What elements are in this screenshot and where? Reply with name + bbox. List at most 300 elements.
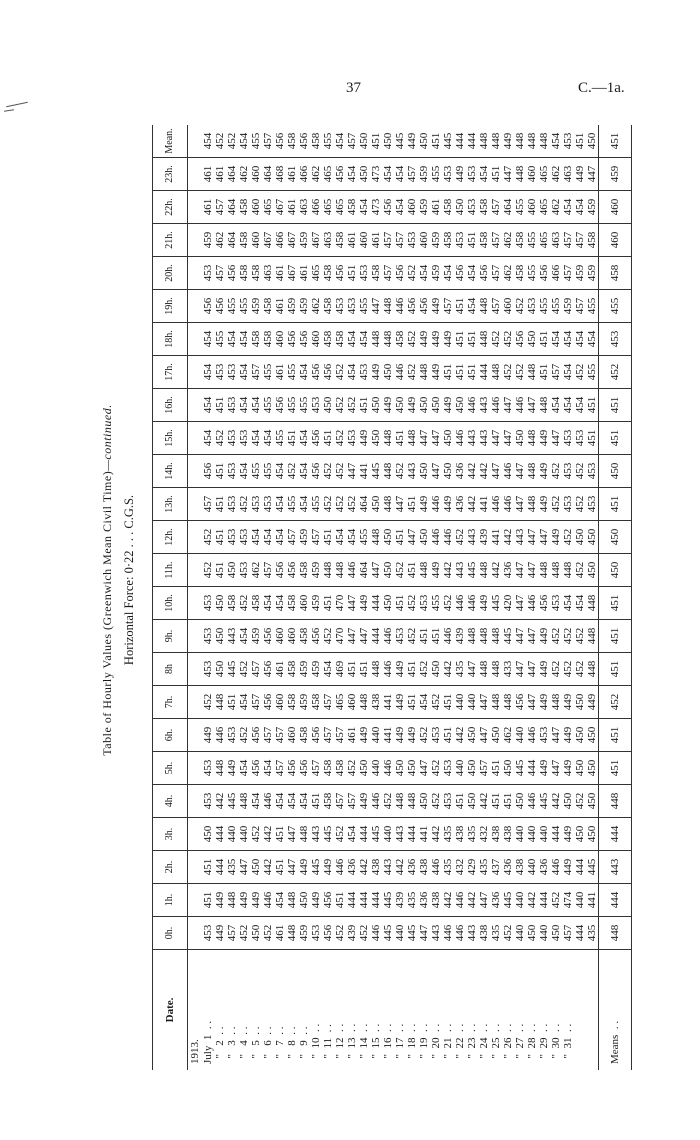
spacer-cell bbox=[188, 620, 203, 653]
value-cell: 456 bbox=[250, 719, 262, 752]
value-cell: 456 bbox=[322, 917, 334, 950]
table-row bbox=[358, 125, 370, 1070]
value-cell: 452 bbox=[550, 455, 562, 488]
hourly-values-table bbox=[152, 125, 632, 1070]
hour-header: 17h. bbox=[153, 356, 188, 389]
value-cell: 456 bbox=[382, 191, 394, 224]
value-cell: 444 bbox=[346, 884, 358, 917]
value-cell: 454 bbox=[346, 356, 358, 389]
value-cell: 440 bbox=[454, 686, 466, 719]
value-cell: 458 bbox=[298, 554, 310, 587]
value-cell: 459 bbox=[202, 224, 214, 257]
value-cell: 457 bbox=[214, 257, 226, 290]
value-cell: 455 bbox=[430, 587, 442, 620]
value-cell: 441 bbox=[382, 686, 394, 719]
spacer-cell bbox=[188, 521, 203, 554]
value-cell: 456 bbox=[322, 884, 334, 917]
value-cell: 453 bbox=[358, 356, 370, 389]
value-cell: 451 bbox=[502, 785, 514, 818]
spacer-cell bbox=[188, 851, 203, 884]
value-cell: 452 bbox=[226, 125, 238, 158]
value-cell: 454 bbox=[274, 587, 286, 620]
value-cell: 447 bbox=[526, 653, 538, 686]
value-cell: 448 bbox=[490, 356, 502, 389]
value-cell: 451 bbox=[490, 785, 502, 818]
table-row bbox=[442, 125, 454, 1070]
spacer-cell bbox=[188, 917, 203, 950]
year-label: 1913. bbox=[189, 1039, 201, 1064]
table-row bbox=[370, 125, 382, 1070]
value-cell: 452 bbox=[286, 455, 298, 488]
value-cell: 439 bbox=[454, 620, 466, 653]
value-cell: 447 bbox=[526, 620, 538, 653]
value-cell: 450 bbox=[394, 389, 406, 422]
value-cell: 460 bbox=[298, 587, 310, 620]
header-row bbox=[153, 125, 188, 1070]
value-cell: 454 bbox=[250, 422, 262, 455]
date-cell: " 2 . . bbox=[214, 1026, 226, 1064]
value-cell: 447 bbox=[586, 158, 599, 191]
table-row bbox=[322, 125, 334, 1070]
value-cell: 450 bbox=[382, 521, 394, 554]
value-cell: 454 bbox=[322, 653, 334, 686]
value-cell: 442 bbox=[442, 653, 454, 686]
value-cell: 448 bbox=[370, 323, 382, 356]
value-cell: 450 bbox=[358, 125, 370, 158]
value-cell: 466 bbox=[274, 224, 286, 257]
value-cell: 449 bbox=[382, 389, 394, 422]
table-title-continued: —continued. bbox=[100, 404, 114, 471]
value-cell: 454 bbox=[574, 587, 586, 620]
value-cell: 454 bbox=[550, 389, 562, 422]
value-cell: 452 bbox=[442, 587, 454, 620]
value-cell: 440 bbox=[466, 686, 478, 719]
value-cell: 458 bbox=[586, 224, 599, 257]
value-cell: 461 bbox=[346, 224, 358, 257]
value-cell: 446 bbox=[514, 389, 526, 422]
date-cell: " 21 . . bbox=[442, 1023, 454, 1064]
value-cell: 470 bbox=[334, 620, 346, 653]
value-cell: 449 bbox=[202, 719, 214, 752]
value-cell: 451 bbox=[214, 488, 226, 521]
value-cell: 448 bbox=[490, 653, 502, 686]
value-cell: 456 bbox=[274, 554, 286, 587]
value-cell: 467 bbox=[286, 257, 298, 290]
value-cell: 457 bbox=[382, 224, 394, 257]
spacer-cell bbox=[188, 587, 203, 620]
value-cell: 474 bbox=[562, 884, 574, 917]
value-cell: 452 bbox=[238, 587, 250, 620]
value-cell: 450 bbox=[370, 422, 382, 455]
value-cell: 450 bbox=[574, 521, 586, 554]
value-cell: 448 bbox=[586, 620, 599, 653]
date-cell: " 10 . . bbox=[310, 1023, 322, 1064]
value-cell: 451 bbox=[334, 884, 346, 917]
value-cell: 451 bbox=[214, 521, 226, 554]
value-cell: 447 bbox=[238, 851, 250, 884]
value-cell: 465 bbox=[262, 191, 274, 224]
value-cell: 440 bbox=[370, 719, 382, 752]
value-cell: 466 bbox=[310, 191, 322, 224]
value-cell: 446 bbox=[334, 851, 346, 884]
value-cell: 444 bbox=[466, 125, 478, 158]
value-cell: 449 bbox=[418, 323, 430, 356]
value-cell: 446 bbox=[526, 719, 538, 752]
value-cell: 456 bbox=[334, 158, 346, 191]
value-cell: 440 bbox=[538, 917, 550, 950]
value-cell: 442 bbox=[526, 884, 538, 917]
value-cell: 454 bbox=[298, 356, 310, 389]
value-cell: 447 bbox=[370, 554, 382, 587]
value-cell: 436 bbox=[454, 488, 466, 521]
value-cell: 454 bbox=[238, 356, 250, 389]
value-cell: 447 bbox=[430, 422, 442, 455]
value-cell: 452 bbox=[574, 455, 586, 488]
table-row bbox=[430, 125, 442, 1070]
value-cell: 447 bbox=[358, 620, 370, 653]
value-cell: 448 bbox=[382, 422, 394, 455]
value-cell: 451 bbox=[490, 158, 502, 191]
value-cell: 457 bbox=[394, 224, 406, 257]
value-cell: 454 bbox=[238, 389, 250, 422]
value-cell: 455 bbox=[322, 125, 334, 158]
value-cell: 448 bbox=[550, 554, 562, 587]
value-cell: 443 bbox=[478, 422, 490, 455]
value-cell: 458 bbox=[262, 290, 274, 323]
value-cell: 469 bbox=[334, 653, 346, 686]
value-cell: 442 bbox=[262, 818, 274, 851]
value-cell: 445 bbox=[442, 125, 454, 158]
hour-header: 22h. bbox=[153, 191, 188, 224]
value-cell: 440 bbox=[226, 818, 238, 851]
value-cell: 442 bbox=[550, 785, 562, 818]
value-cell: 443 bbox=[226, 620, 238, 653]
value-cell: 441 bbox=[478, 488, 490, 521]
value-cell: 433 bbox=[502, 653, 514, 686]
value-cell: 457 bbox=[490, 224, 502, 257]
hour-header: 12h. bbox=[153, 521, 188, 554]
value-cell: 436 bbox=[454, 455, 466, 488]
mean-value-cell: 451 bbox=[599, 488, 632, 521]
value-cell: 448 bbox=[382, 323, 394, 356]
mean-value-cell: 450 bbox=[599, 455, 632, 488]
date-cell: " 7 . . bbox=[274, 1026, 286, 1064]
hour-header: 8h bbox=[153, 653, 188, 686]
value-cell: 443 bbox=[310, 818, 322, 851]
value-cell: 450 bbox=[226, 554, 238, 587]
value-cell: 457 bbox=[562, 257, 574, 290]
value-cell: 451 bbox=[454, 356, 466, 389]
value-cell: 448 bbox=[562, 554, 574, 587]
value-cell: 462 bbox=[502, 719, 514, 752]
value-cell: 465 bbox=[334, 686, 346, 719]
value-cell: 447 bbox=[526, 521, 538, 554]
value-cell: 455 bbox=[262, 356, 274, 389]
table-row bbox=[454, 125, 466, 1070]
value-cell: 444 bbox=[370, 587, 382, 620]
date-cell: " 5 . . bbox=[250, 1026, 262, 1064]
value-cell: 457 bbox=[406, 158, 418, 191]
value-cell: 449 bbox=[538, 686, 550, 719]
value-cell: 460 bbox=[286, 620, 298, 653]
hour-header: 0h. bbox=[153, 917, 188, 950]
value-cell: 453 bbox=[586, 488, 599, 521]
hour-header: 2h. bbox=[153, 851, 188, 884]
value-cell: 455 bbox=[586, 290, 599, 323]
value-cell: 452 bbox=[394, 554, 406, 587]
hour-header: 15h. bbox=[153, 422, 188, 455]
value-cell: 452 bbox=[574, 488, 586, 521]
value-cell: 452 bbox=[574, 785, 586, 818]
value-cell: 451 bbox=[394, 587, 406, 620]
value-cell: 442 bbox=[442, 884, 454, 917]
value-cell: 452 bbox=[430, 785, 442, 818]
value-cell: 450 bbox=[418, 785, 430, 818]
value-cell: 438 bbox=[370, 851, 382, 884]
value-cell: 451 bbox=[442, 686, 454, 719]
value-cell: 446 bbox=[442, 917, 454, 950]
value-cell: 449 bbox=[442, 389, 454, 422]
value-cell: 446 bbox=[214, 719, 226, 752]
value-cell: 432 bbox=[478, 818, 490, 851]
value-cell: 449 bbox=[430, 323, 442, 356]
value-cell: 444 bbox=[214, 818, 226, 851]
value-cell: 445 bbox=[406, 917, 418, 950]
value-cell: 455 bbox=[238, 290, 250, 323]
value-cell: 446 bbox=[430, 521, 442, 554]
date-cell: " 11 . . bbox=[322, 1024, 334, 1064]
value-cell: 451 bbox=[394, 521, 406, 554]
value-cell: 450 bbox=[586, 554, 599, 587]
value-cell: 449 bbox=[562, 752, 574, 785]
value-cell: 451 bbox=[358, 389, 370, 422]
table-row bbox=[274, 125, 286, 1070]
value-cell: 440 bbox=[394, 917, 406, 950]
value-cell: 452 bbox=[334, 356, 346, 389]
value-cell: 445 bbox=[466, 554, 478, 587]
value-cell: 450 bbox=[454, 191, 466, 224]
date-cell: " 3 . . bbox=[226, 1026, 238, 1064]
value-cell: 450 bbox=[358, 158, 370, 191]
value-cell: 449 bbox=[538, 752, 550, 785]
value-cell: 457 bbox=[310, 752, 322, 785]
value-cell: 448 bbox=[466, 620, 478, 653]
date-cell bbox=[586, 950, 599, 1071]
value-cell: 445 bbox=[370, 818, 382, 851]
value-cell: 450 bbox=[298, 884, 310, 917]
value-cell: 449 bbox=[562, 686, 574, 719]
value-cell: 446 bbox=[466, 587, 478, 620]
value-cell: 448 bbox=[490, 620, 502, 653]
value-cell: 454 bbox=[202, 125, 214, 158]
value-cell: 461 bbox=[346, 719, 358, 752]
hour-header: 3h. bbox=[153, 818, 188, 851]
value-cell: 446 bbox=[466, 389, 478, 422]
value-cell: 420 bbox=[502, 587, 514, 620]
value-cell: 449 bbox=[586, 686, 599, 719]
table-row bbox=[202, 125, 214, 1070]
value-cell: 437 bbox=[490, 851, 502, 884]
value-cell: 454 bbox=[562, 323, 574, 356]
value-cell: 464 bbox=[358, 488, 370, 521]
value-cell: 445 bbox=[490, 587, 502, 620]
value-cell: 454 bbox=[394, 191, 406, 224]
spacer-cell bbox=[188, 752, 203, 785]
value-cell: 454 bbox=[250, 521, 262, 554]
value-cell: 448 bbox=[394, 785, 406, 818]
hour-header: 21h. bbox=[153, 224, 188, 257]
value-cell: 452 bbox=[454, 521, 466, 554]
hour-header: 11h. bbox=[153, 554, 188, 587]
value-cell: 460 bbox=[502, 290, 514, 323]
value-cell: 452 bbox=[334, 422, 346, 455]
value-cell: 446 bbox=[454, 884, 466, 917]
value-cell: 458 bbox=[262, 323, 274, 356]
value-cell: 450 bbox=[586, 785, 599, 818]
value-cell: 454 bbox=[550, 125, 562, 158]
value-cell: 465 bbox=[538, 224, 550, 257]
value-cell: 448 bbox=[370, 521, 382, 554]
value-cell: 450 bbox=[250, 851, 262, 884]
value-cell: 452 bbox=[550, 653, 562, 686]
value-cell: 453 bbox=[574, 422, 586, 455]
mean-value-cell: 451 bbox=[599, 422, 632, 455]
value-cell: 458 bbox=[334, 323, 346, 356]
spacer-cell bbox=[188, 488, 203, 521]
value-cell: 444 bbox=[214, 851, 226, 884]
value-cell: 448 bbox=[334, 554, 346, 587]
date-cell: " 18 . . bbox=[406, 1023, 418, 1064]
value-cell: 452 bbox=[202, 554, 214, 587]
value-cell: 458 bbox=[370, 257, 382, 290]
value-cell: 455 bbox=[358, 290, 370, 323]
value-cell: 435 bbox=[454, 653, 466, 686]
value-cell: 432 bbox=[454, 851, 466, 884]
value-cell: 448 bbox=[586, 653, 599, 686]
value-cell: 454 bbox=[358, 323, 370, 356]
value-cell: 448 bbox=[526, 488, 538, 521]
value-cell: 452 bbox=[406, 356, 418, 389]
value-cell: 450 bbox=[370, 488, 382, 521]
value-cell: 435 bbox=[478, 851, 490, 884]
value-cell: 449 bbox=[538, 488, 550, 521]
value-cell: 452 bbox=[562, 620, 574, 653]
mean-value-cell: 452 bbox=[599, 356, 632, 389]
value-cell: 435 bbox=[442, 851, 454, 884]
value-cell: 451 bbox=[310, 785, 322, 818]
value-cell: 449 bbox=[430, 290, 442, 323]
value-cell: 458 bbox=[322, 752, 334, 785]
value-cell: 451 bbox=[202, 884, 214, 917]
mean-value-cell: 452 bbox=[599, 686, 632, 719]
year-row bbox=[188, 125, 203, 1070]
value-cell: 454 bbox=[298, 455, 310, 488]
value-cell: 444 bbox=[406, 818, 418, 851]
hour-header: 18h. bbox=[153, 323, 188, 356]
value-cell: 461 bbox=[274, 257, 286, 290]
value-cell: 460 bbox=[274, 686, 286, 719]
value-cell: 455 bbox=[310, 488, 322, 521]
value-cell: 439 bbox=[478, 521, 490, 554]
value-cell: 449 bbox=[538, 620, 550, 653]
table-row bbox=[286, 125, 298, 1070]
value-cell: 465 bbox=[310, 257, 322, 290]
value-cell: 456 bbox=[286, 752, 298, 785]
value-cell: 448 bbox=[526, 125, 538, 158]
value-cell: 448 bbox=[478, 653, 490, 686]
value-cell: 458 bbox=[286, 587, 298, 620]
value-cell: 458 bbox=[286, 686, 298, 719]
value-cell: 449 bbox=[430, 356, 442, 389]
value-cell: 444 bbox=[358, 884, 370, 917]
value-cell: 449 bbox=[214, 917, 226, 950]
value-cell: 456 bbox=[310, 620, 322, 653]
value-cell: 442 bbox=[502, 521, 514, 554]
value-cell: 447 bbox=[346, 620, 358, 653]
value-cell: 449 bbox=[214, 884, 226, 917]
value-cell: 456 bbox=[310, 356, 322, 389]
spacer-cell bbox=[188, 818, 203, 851]
value-cell: 450 bbox=[394, 752, 406, 785]
value-cell: 452 bbox=[418, 719, 430, 752]
value-cell: 446 bbox=[394, 356, 406, 389]
value-cell: 454 bbox=[262, 422, 274, 455]
value-cell: 450 bbox=[466, 752, 478, 785]
value-cell: 452 bbox=[346, 752, 358, 785]
value-cell: 447 bbox=[490, 455, 502, 488]
value-cell: 454 bbox=[562, 389, 574, 422]
value-cell: 448 bbox=[382, 290, 394, 323]
value-cell: 451 bbox=[274, 818, 286, 851]
value-cell: 454 bbox=[574, 191, 586, 224]
value-cell: 435 bbox=[466, 818, 478, 851]
value-cell: 447 bbox=[370, 290, 382, 323]
value-cell: 454 bbox=[466, 290, 478, 323]
value-cell: 447 bbox=[490, 422, 502, 455]
value-cell: 454 bbox=[586, 323, 599, 356]
value-cell: 460 bbox=[526, 191, 538, 224]
value-cell: 457 bbox=[574, 290, 586, 323]
value-cell: 452 bbox=[334, 917, 346, 950]
table-row bbox=[394, 125, 406, 1070]
value-cell: 448 bbox=[238, 785, 250, 818]
value-cell: 462 bbox=[238, 158, 250, 191]
value-cell: 454 bbox=[574, 323, 586, 356]
value-cell: 453 bbox=[550, 587, 562, 620]
value-cell: 454 bbox=[346, 818, 358, 851]
value-cell: 438 bbox=[490, 818, 502, 851]
date-cell: " 14 . . bbox=[358, 1023, 370, 1064]
value-cell: 451 bbox=[226, 686, 238, 719]
value-cell: 457 bbox=[274, 752, 286, 785]
value-cell: 463 bbox=[562, 158, 574, 191]
value-cell: 449 bbox=[442, 323, 454, 356]
value-cell: 457 bbox=[334, 719, 346, 752]
value-cell: 457 bbox=[322, 719, 334, 752]
value-cell: 451 bbox=[214, 455, 226, 488]
value-cell: 440 bbox=[574, 884, 586, 917]
value-cell: 447 bbox=[466, 653, 478, 686]
value-cell: 450 bbox=[370, 389, 382, 422]
value-cell: 454 bbox=[202, 323, 214, 356]
value-cell: 451 bbox=[406, 686, 418, 719]
value-cell: 455 bbox=[526, 257, 538, 290]
value-cell: 443 bbox=[514, 521, 526, 554]
value-cell: 452 bbox=[214, 422, 226, 455]
value-cell: 438 bbox=[478, 917, 490, 950]
value-cell: 453 bbox=[310, 389, 322, 422]
value-cell: 454 bbox=[274, 488, 286, 521]
